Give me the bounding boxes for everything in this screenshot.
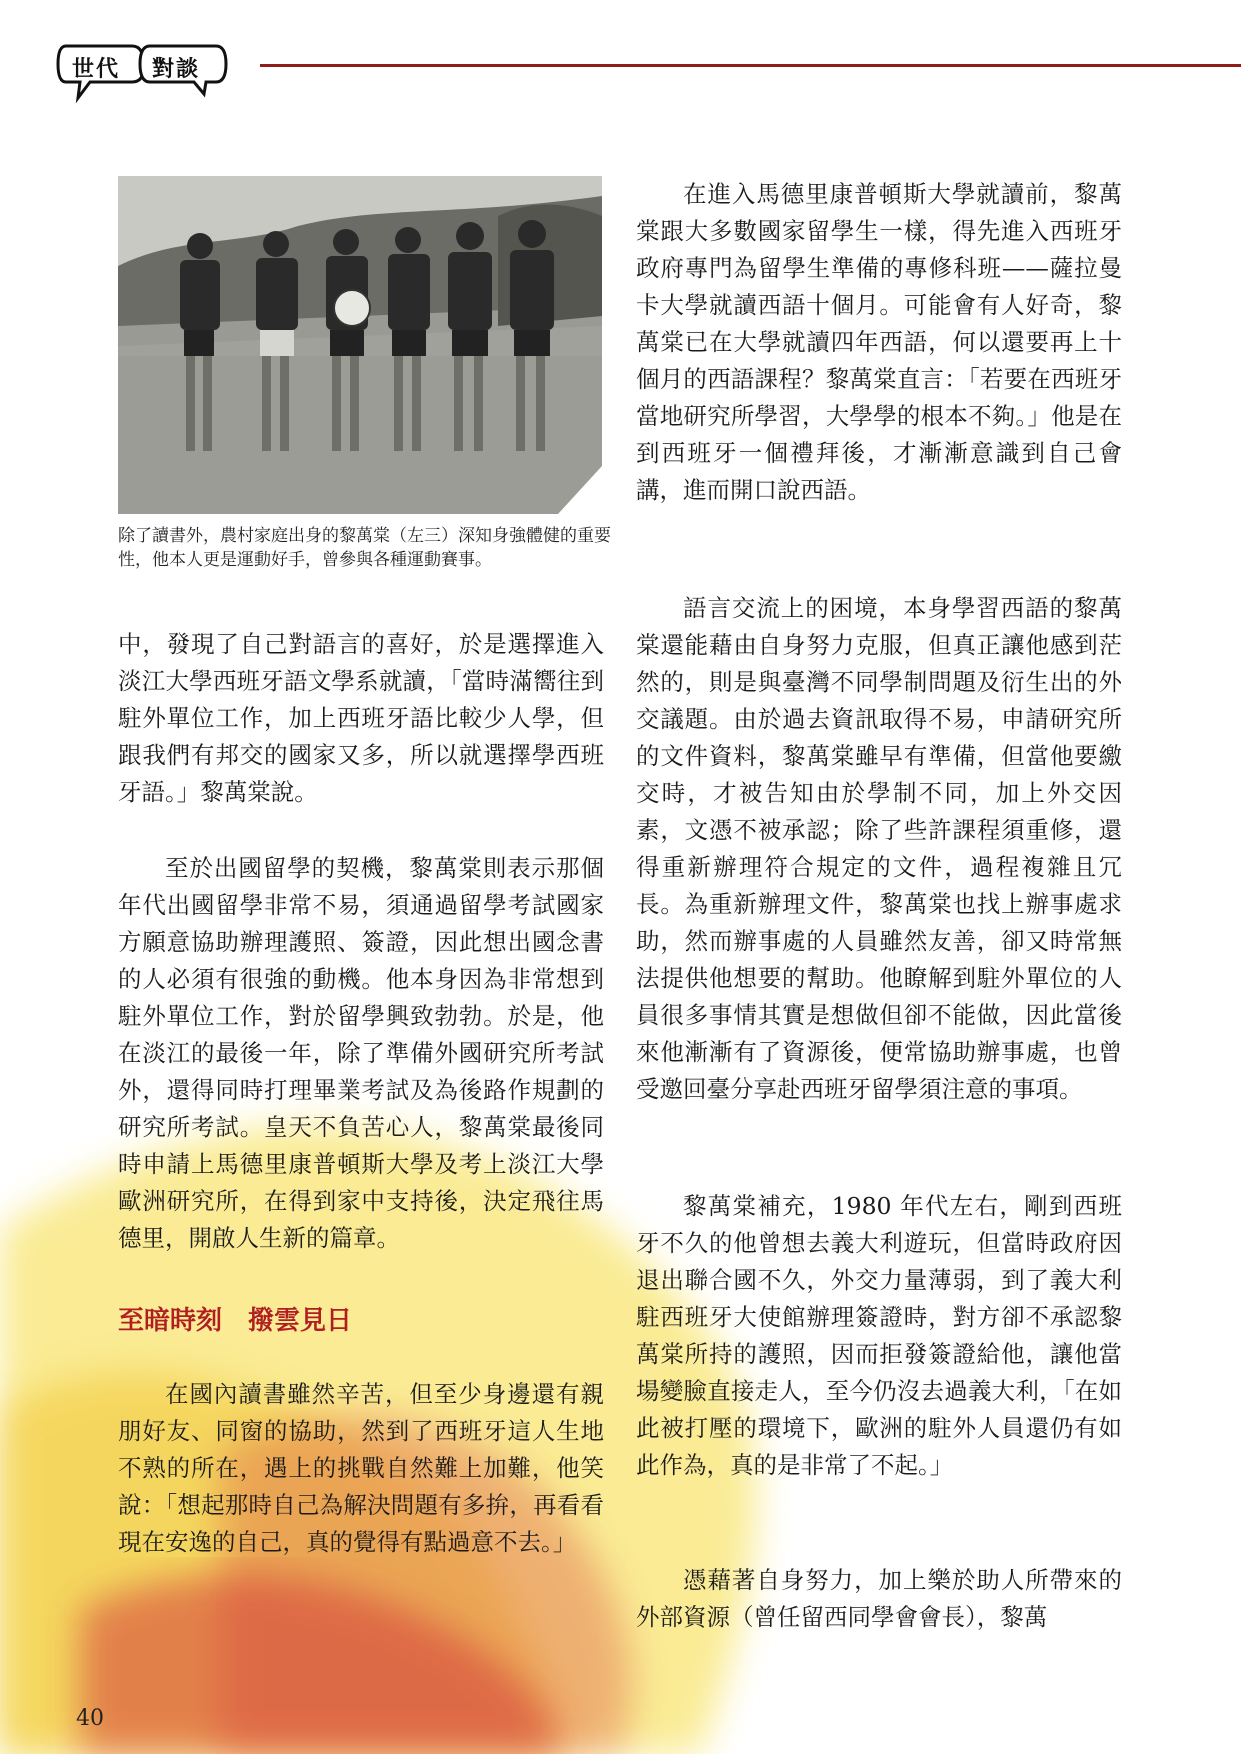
section-label	[56, 42, 228, 102]
section-label-part2: 對談	[152, 57, 201, 82]
header-rule	[260, 64, 1241, 67]
right-paragraph-3: 黎萬棠補充，1980 年代左右，剛到西班牙不久的他曾想去義大利遊玩，但當時政府因退出聯合國不久，外交力量薄弱，到了義大利駐西班牙大使館辦理簽證時，對方卻不承認黎萬棠所持的護照，因而拒發簽證給他，讓他當場變臉直接走人，至今仍沒去過義大利，「在如此被打壓的環境下，歐洲的駐外人員還仍有如此作為，真的是非常了不起。」	[636, 1192, 1122, 1479]
right-paragraph-1: 在進入馬德里康普頓斯大學就讀前，黎萬棠跟大多數國家留學生一樣，得先進入西班牙政府專門為留學生準備的專修科班——薩拉曼卡大學就讀西語十個月。可能會有人好奇，黎萬棠已在大學就讀四年西語，何以還要再上十個月的西語課程？黎萬棠直言：「若要在西班牙當地研究所學習，大學學的根本不夠。」他是在到西班牙一個禮拜後，才漸漸意識到自己會講，進而開口說西語。	[636, 180, 1122, 504]
section-heading: 至暗時刻 撥雲見日	[118, 1306, 353, 1336]
left-paragraph-3: 在國內讀書雖然辛苦，但至少身邊還有親朋好友、同窗的協助，然到了西班牙這人生地不熟的所在，遇上的挑戰自然難上加難，他笑說：「想起那時自己為解決問題有多拚，再看看現在安逸的自己，真的覺得有點過意不去。」	[118, 1380, 604, 1556]
section-label-part1: 世代	[72, 57, 121, 82]
team-photo	[118, 176, 602, 514]
photo-caption: 除了讀書外，農村家庭出身的黎萬棠（左三）深知身強體健的重要性，他本人更是運動好手，曾參與各種運動賽事。	[118, 526, 611, 570]
left-paragraph-2: 至於出國留學的契機，黎萬棠則表示那個年代出國留學非常不易，須通過留學考試國家方願意協助辦理護照、簽證，因此想出國念書的人必須有很強的動機。他本身因為非常想到駐外單位工作，對於留學興致勃勃。於是，他在淡江的最後一年，除了準備外國研究所考試外，還得同時打理畢業考試及為後路作規劃的研究所考試。皇天不負苦心人，黎萬棠最後同時申請上馬德里康普頓斯大學及考上淡江大學歐洲研究所，在得到家中支持後，決定飛往馬德里，開啟人生新的篇章。	[118, 854, 604, 1252]
right-paragraph-2: 語言交流上的困境，本身學習西語的黎萬棠還能藉由自身努力克服，但真正讓他感到茫然的，則是與臺灣不同學制問題及衍生出的外交議題。由於過去資訊取得不易，申請研究所的文件資料，黎萬棠雖早有準備，但當他要繳交時，才被告知由於學制不同，加上外交因素，文憑不被承認；除了些許課程須重修，還得重新辦理符合規定的文件，過程複雜且冗長。為重新辦理文件，黎萬棠也找上辦事處求助，然而辦事處的人員雖然友善，卻又時常無法提供他想要的幫助。他瞭解到駐外單位的人員很多事情其實是想做但卻不能做，因此當後來他漸漸有了資源後，便常協助辦事處，也曾受邀回臺分享赴西班牙留學須注意的事項。	[636, 594, 1122, 1103]
right-paragraph-4: 憑藉著自身努力，加上樂於助人所帶來的外部資源（曾任留西同學會會長），黎萬	[636, 1566, 1122, 1631]
page-number: 40	[76, 1706, 104, 1731]
left-paragraph-1: 中，發現了自己對語言的喜好，於是選擇進入淡江大學西班牙語文學系就讀，「當時滿嚮往到駐外單位工作，加上西班牙語比較少人學，但跟我們有邦交的國家又多，所以就選擇學西班牙語。」黎萬棠說。	[118, 630, 604, 806]
